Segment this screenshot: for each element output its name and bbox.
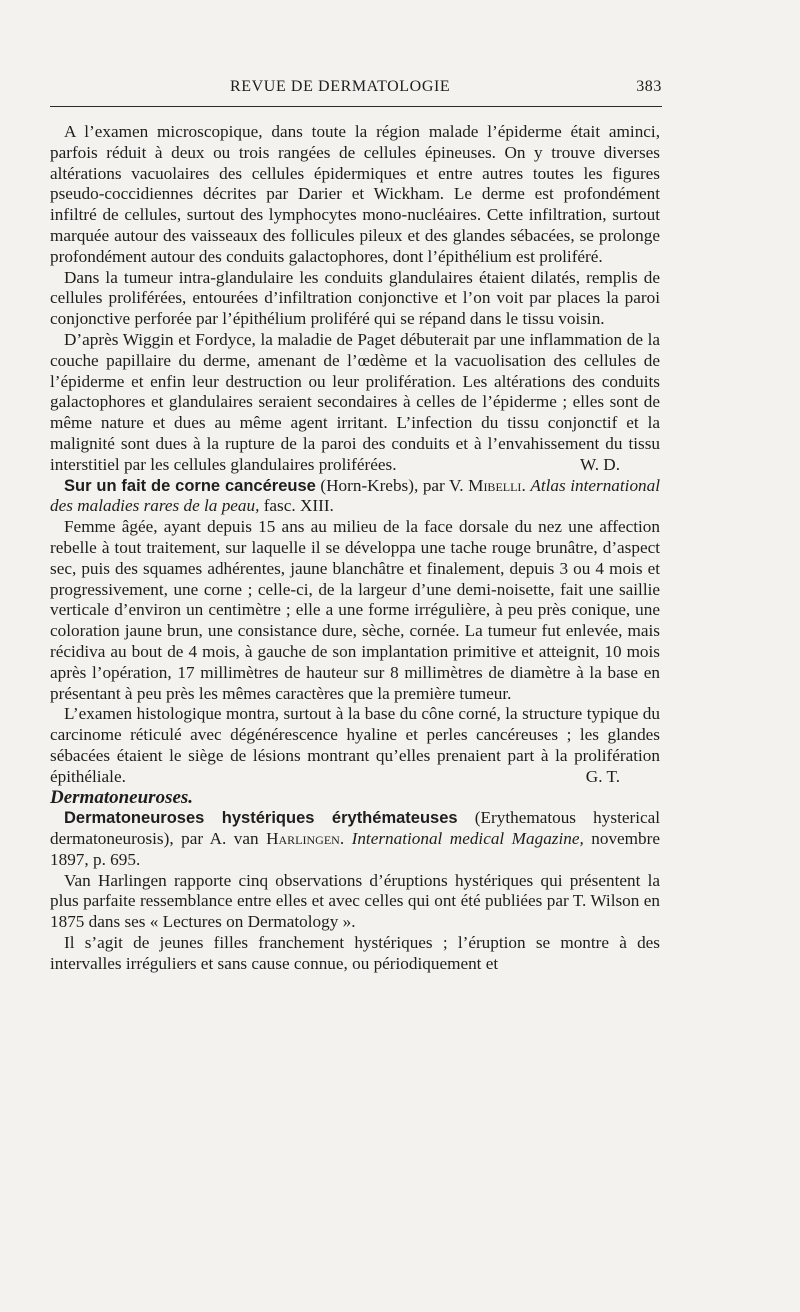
paragraph: A l’examen microscopique, dans toute la région malade l’épiderme était aminci, parfois réduit à deux ou trois rangées de cellules épineuses. On y trouve diverses altérations vacuolaires des cellules épidermiques et entre autres toutes les figures pseudo-coccidiennes décrites par Darier et Wickham. Le derme est profondément infiltré de cellules, surtout des lymphocytes mono-nucléaires. Cette infiltration, surtout marquée autour des vaisseaux des follicules pileux et des glandes sébacées, se prolonge profondément autour des conduits galactophores, dont l’épithélium est proliféré. xyxy=(50,122,660,266)
article-heading xyxy=(50,808,660,870)
article-subtitle: (Erythematous hysterical dermatoneurosis), par A. van xyxy=(50,808,660,849)
article-title: Sur un fait de corne cancéreuse xyxy=(64,476,316,495)
paragraph: Femme âgée, ayant depuis 15 ans au milieu de la face dorsale du nez une affection rebelle à tout traitement, sur laquelle il se développa une tache rouge brunâtre, d’aspect sec, puis des squames adhérentes, jaune blanchâtre et finalement, depuis 3 ou 4 mois et progressivement, une corne ; celle-ci, de la largeur d’une demi-noisette, fait une saillie verticale d’environ un centimètre ; elle a une forme irrégulière, à peu près conique, une coloration jaune brun, une consistance dure, sèche, cornée. La tumeur fut enlevée, mais récidiva au bout de 4 mois, à gauche de son implantation primitive et atteignit, 10 mois après l’opération, 17 millimètres de hauteur sur 8 millimètres de diamètre à la base en présentant à peu près les mêmes caractères que la première tumeur. xyxy=(50,517,660,703)
signature: W. D. xyxy=(580,454,620,474)
page-number: 383 xyxy=(636,78,662,95)
section-heading: Dermatoneuroses. xyxy=(50,786,194,808)
running-header xyxy=(50,78,662,96)
author-end: . xyxy=(521,475,526,495)
article-author: Mibelli xyxy=(468,475,522,495)
journal-title: REVUE DE DERMATOLOGIE xyxy=(230,78,451,95)
journal-name: Atlas international des maladies rares de la peau, xyxy=(50,475,661,516)
author-end: . xyxy=(339,829,352,849)
article-author: Harlingen xyxy=(266,829,340,849)
paragraph: Dans la tumeur intra-glandulaire les conduits glandulaires étaient dilatés, remplis de cellules proliférées, entourées d’infiltration conjonctive et l’on voit par places la paroi conjonctive perforée par l’épithélium proliféré qui se répand dans le tissu voisin. xyxy=(50,267,660,329)
paragraph-text: D’après Wiggin et Fordyce, la maladie de Paget débuterait par une inflammation de la couche papillaire du derme, amenant de l’œdème et la vacuolisation des cellules de l’épiderme et enfin leur destruction ou leur prolifération. Les altérations des conduits galactophores et glandulaires seraient secondaires à celles de l’épiderme ; elles sont de même nature et dues au même agent irritant. L’infection du tissu conjonctif et la malignité sont dues à la rupture de la paroi des conduits et à l’envahissement du tissu interstitiel par les cellules glandulaires proliférées. xyxy=(50,329,660,474)
article-title: Dermatoneuroses hystériques érythémateuses xyxy=(64,809,458,828)
article-body xyxy=(50,122,660,975)
paragraph xyxy=(50,330,660,476)
journal-name: International medical Magazine, xyxy=(351,829,584,849)
article-subtitle: (Horn-Krebs), par V. xyxy=(315,475,469,495)
paragraph xyxy=(50,704,660,787)
signature: G. T. xyxy=(585,766,620,786)
header-rule xyxy=(50,106,662,107)
journal-issue: fasc. XIII. xyxy=(259,496,334,516)
paragraph: Il s’agit de jeunes filles franchement hystériques ; l’éruption se montre à des intervalles irréguliers et sans cause connue, ou périodiquement et xyxy=(50,933,660,973)
paragraph: Van Harlingen rapporte cinq observations d’éruptions hystériques qui présentent la plus parfaite ressemblance entre elles et avec celles qui ont été publiées par T. Wilson en 1875 dans ses « Lectures on Dermatology ». xyxy=(50,870,660,932)
article-heading xyxy=(50,476,660,518)
journal-date: novembre 1897, p. 695. xyxy=(50,829,660,869)
paragraph-text: L’examen histologique montra, surtout à la base du cône corné, la structure typique du carcinome réticulé avec dégénérescence hyaline et perles cancéreuses ; les glandes sébacées étaient le siège de lésions montrant qu’elles prenaient part à la prolifération épithéliale. xyxy=(50,704,660,786)
